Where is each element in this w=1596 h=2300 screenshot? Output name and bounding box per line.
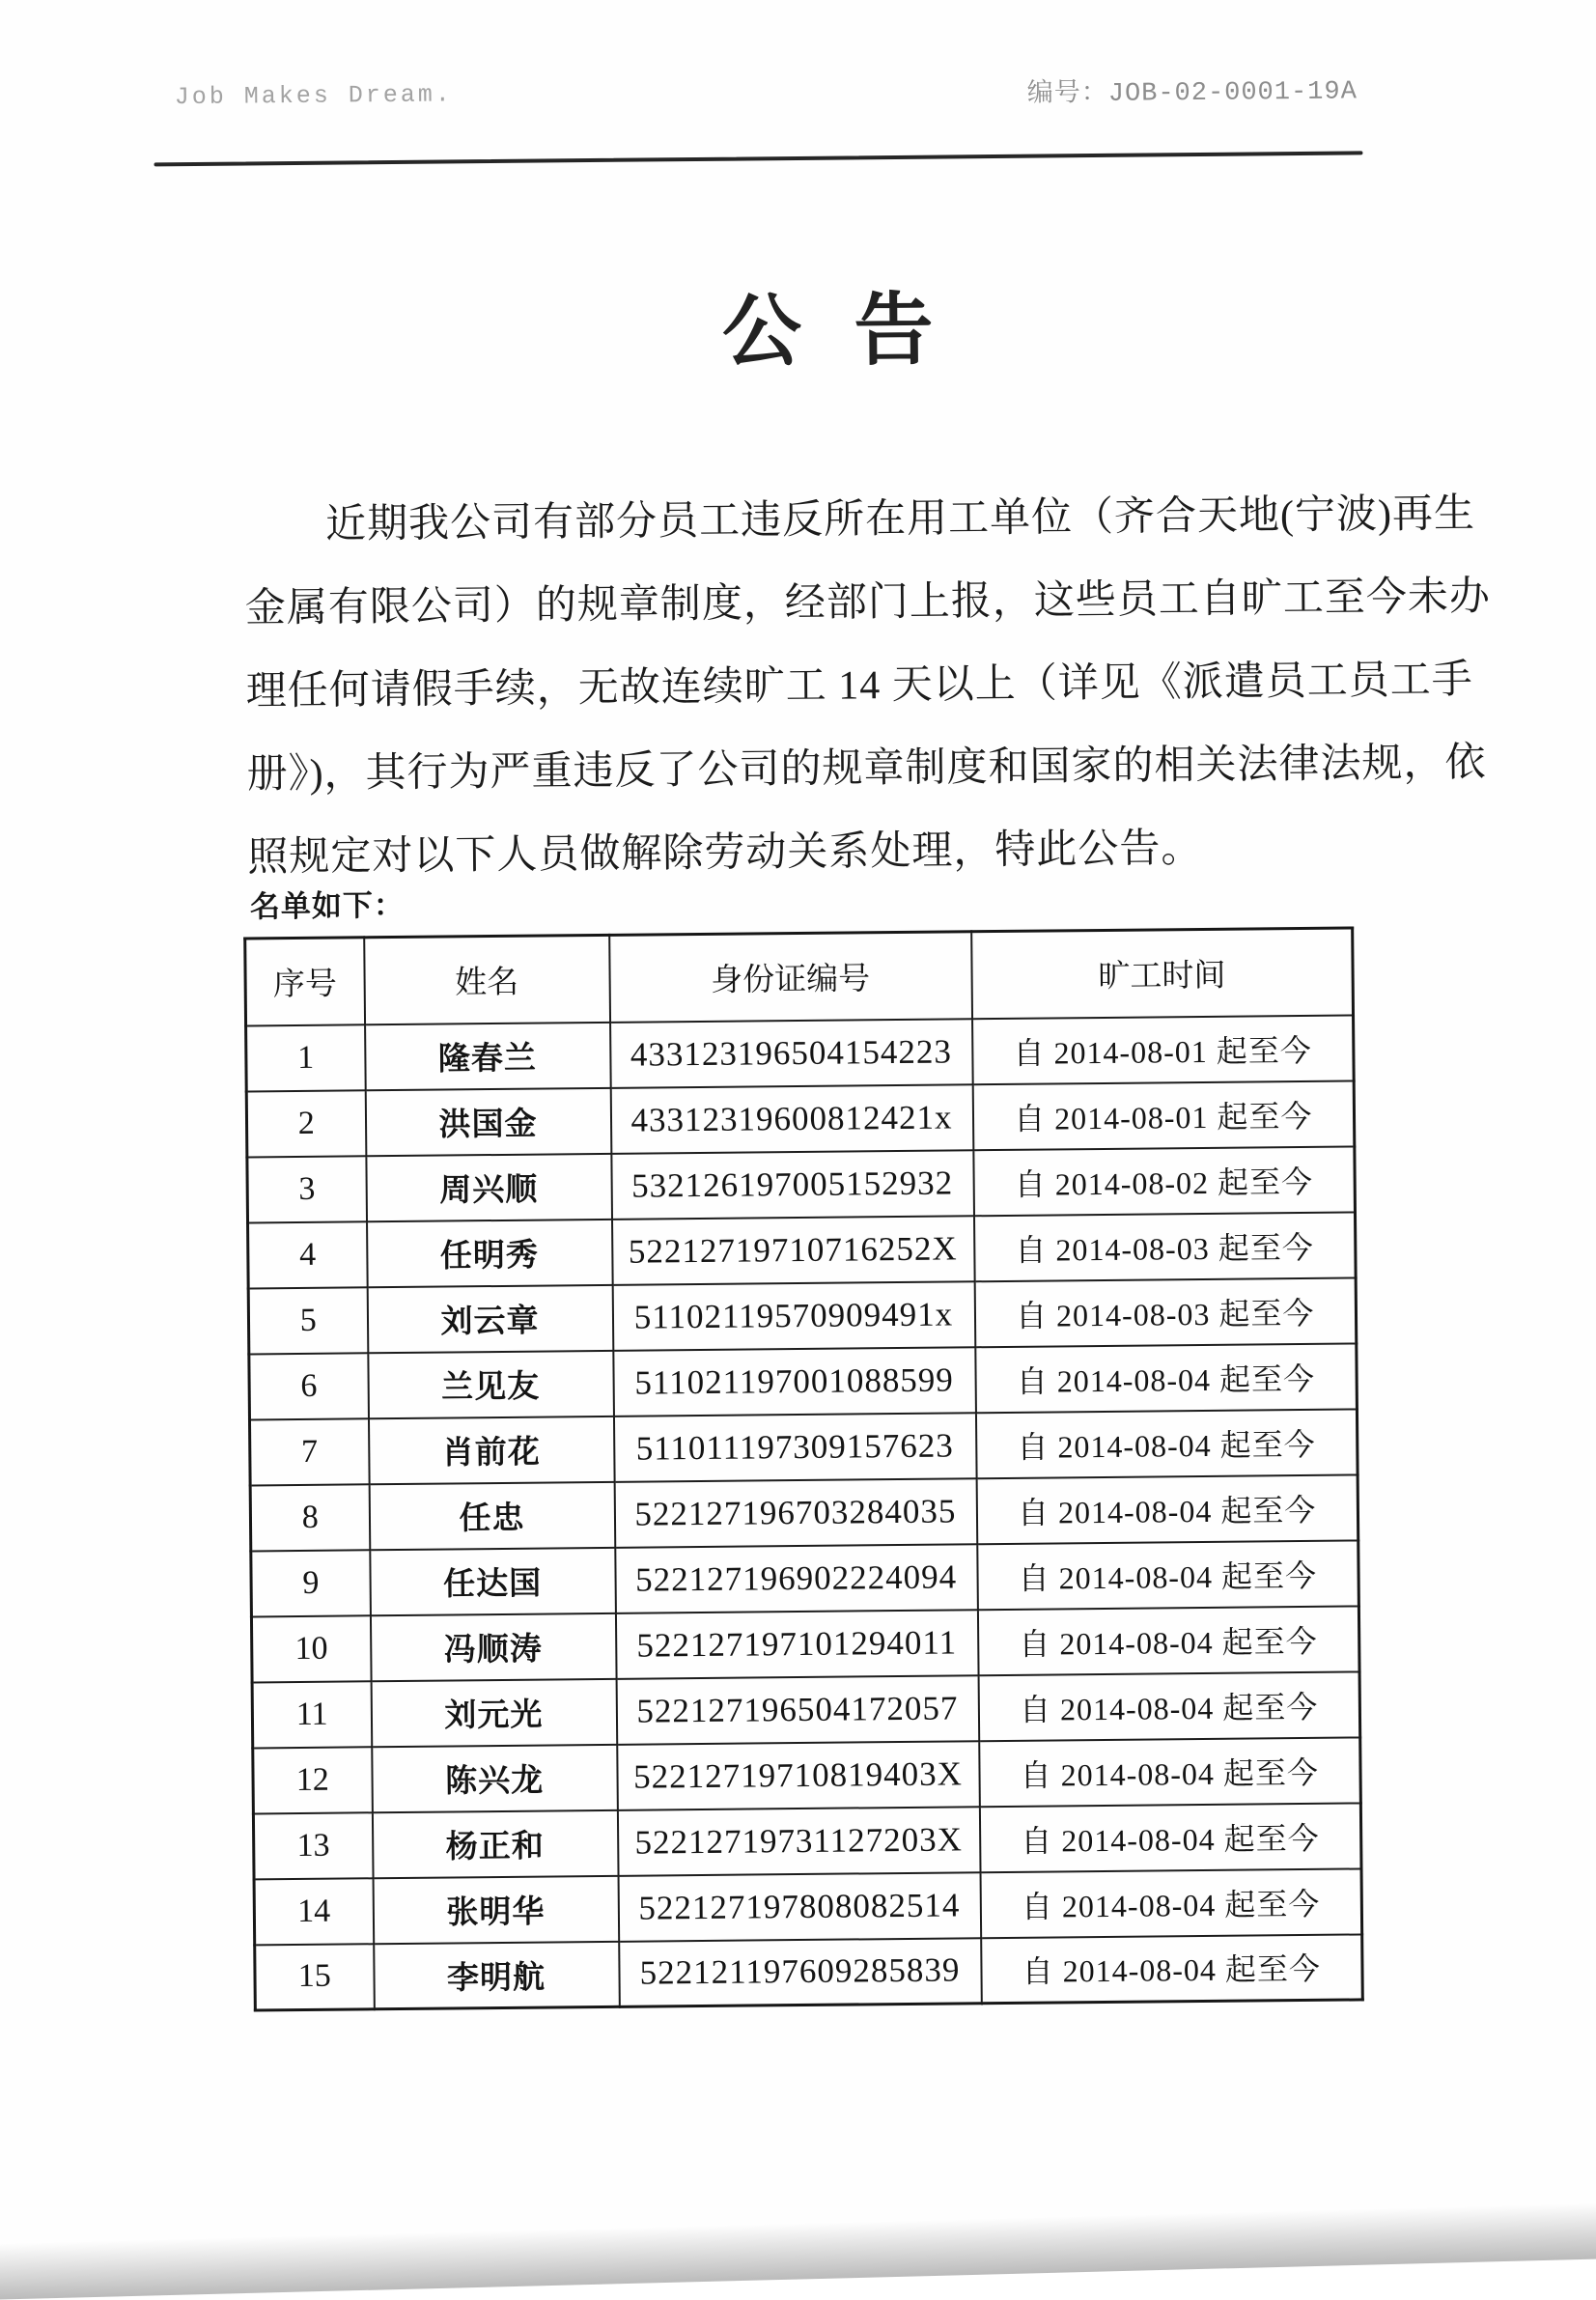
cell-name: 周兴顺 [366,1153,612,1220]
cell-id: 51102119570909491x [612,1281,975,1351]
cell-no: 2 [246,1090,366,1157]
table-row [249,1409,1358,1485]
cell-id: 511011197309157623 [613,1413,976,1482]
paragraph-line: 册》)，其行为严重违反了公司的规章制度和国家的相关法律法规，依 [246,741,1487,798]
cell-no: 5 [248,1287,368,1354]
table-row [253,1737,1361,1813]
table-row [251,1540,1359,1616]
cell-no: 10 [251,1615,371,1682]
absentee-table [243,926,1364,2011]
cell-period: 自 2014-08-04 起至今 [976,1474,1358,1544]
notice-paragraph [244,473,1492,900]
cell-period: 自 2014-08-04 起至今 [978,1671,1360,1741]
cell-id: 522127196902224094 [615,1544,978,1613]
cell-id: 52212719731127203X [617,1807,980,1876]
cell-id: 43312319600812421x [610,1084,973,1154]
cell-name: 李明航 [374,1941,620,2008]
table-row [252,1671,1360,1748]
cell-no: 7 [249,1418,369,1485]
cell-name: 隆春兰 [365,1022,611,1089]
cell-no: 9 [251,1550,371,1616]
cell-period: 自 2014-08-04 起至今 [981,1934,1363,2004]
cell-name: 肖前花 [368,1416,614,1483]
cell-name: 刘云章 [367,1284,613,1352]
cell-id: 532126197005152932 [611,1150,974,1220]
table-row [255,1934,1363,2010]
paragraph-line: 金属有限公司）的规章制度，经部门上报，这些员工自旷工至今未办 [244,575,1492,631]
paragraph-line: 理任何请假手续，无故连续旷工 14 天以上（详见《派遣员工员工手 [245,658,1473,715]
table-row [251,1606,1359,1682]
page-title: 公 告 [721,286,939,377]
cell-period: 自 2014-08-04 起至今 [975,1409,1358,1478]
cell-id: 522121197609285839 [619,1938,982,2007]
cell-id: 511021197001088599 [613,1347,976,1416]
cell-no: 14 [254,1878,374,1945]
cell-id: 522127196504172057 [616,1675,979,1745]
cell-name: 杨正和 [372,1809,618,1877]
cell-no: 12 [253,1747,373,1813]
cell-name: 刘元光 [371,1678,617,1746]
cell-period: 自 2014-08-04 起至今 [979,1803,1361,1872]
column-header-name: 姓名 [364,935,610,1024]
doc-number-value: JOB-02-0001-19A [1107,77,1358,109]
header-divider-line [154,151,1362,166]
notice-table-body [246,1015,1363,2010]
cell-id: 522127197101294011 [615,1610,978,1679]
cell-period: 自 2014-08-04 起至今 [980,1868,1362,1938]
cell-id: 433123196504154223 [610,1019,973,1088]
cell-name: 张明华 [373,1875,619,1943]
table-row [248,1277,1357,1354]
header-doc-number [1027,68,1358,109]
cell-name: 洪国金 [365,1087,611,1155]
cell-id: 52212719710819403X [617,1741,980,1810]
column-header-id: 身份证编号 [609,932,972,1023]
cell-no: 8 [250,1484,370,1551]
table-header-row [245,928,1354,1025]
cell-period: 自 2014-08-02 起至今 [973,1146,1356,1216]
cell-id: 52212719710716252X [612,1216,975,1285]
table-row [249,1343,1358,1419]
cell-period: 自 2014-08-01 起至今 [972,1080,1355,1150]
column-header-no: 序号 [245,938,365,1025]
cell-no: 3 [247,1156,367,1222]
table-row [248,1212,1357,1288]
cell-period: 自 2014-08-01 起至今 [972,1015,1355,1084]
cell-id: 522127197808082514 [618,1872,981,1942]
cell-period: 自 2014-08-04 起至今 [975,1343,1358,1413]
cell-no: 1 [246,1024,366,1091]
cell-no: 11 [252,1681,372,1748]
cell-no: 15 [255,1944,375,2010]
table-row [247,1146,1356,1222]
cell-no: 6 [249,1353,369,1419]
cell-name: 陈兴龙 [372,1744,618,1811]
cell-name: 任忠 [369,1481,615,1549]
cell-name: 任明秀 [367,1219,613,1286]
cell-name: 兰见友 [368,1350,614,1417]
table-row [246,1015,1355,1091]
cell-no: 13 [253,1812,373,1879]
cell-no: 4 [248,1221,368,1288]
cell-name: 任达国 [370,1547,616,1614]
table-row [254,1868,1362,1945]
scan-bottom-shadow [0,2202,1596,2300]
paragraph-line: 照规定对以下人员做解除劳动关系处理，特此公告。 [247,826,1203,881]
cell-id: 522127196703284035 [614,1478,977,1548]
table-row [253,1803,1361,1879]
table-row [250,1474,1358,1551]
cell-period: 自 2014-08-04 起至今 [977,1606,1359,1675]
cell-period: 自 2014-08-04 起至今 [979,1737,1361,1807]
table-row [246,1080,1355,1157]
cell-period: 自 2014-08-04 起至今 [977,1540,1359,1610]
column-header-period: 旷工时间 [971,928,1354,1019]
list-intro-label: 名单如下： [249,887,406,924]
cell-period: 自 2014-08-03 起至今 [974,1277,1357,1347]
doc-number-label: 编号： [1026,79,1108,110]
cell-period: 自 2014-08-03 起至今 [973,1212,1356,1281]
cell-name: 冯顺涛 [370,1613,616,1680]
header-slogan: Job Makes Dream. [174,80,454,112]
paragraph-line: 近期我公司有部分员工违反所在用工单位（齐合天地(宁波)再生 [324,491,1476,547]
